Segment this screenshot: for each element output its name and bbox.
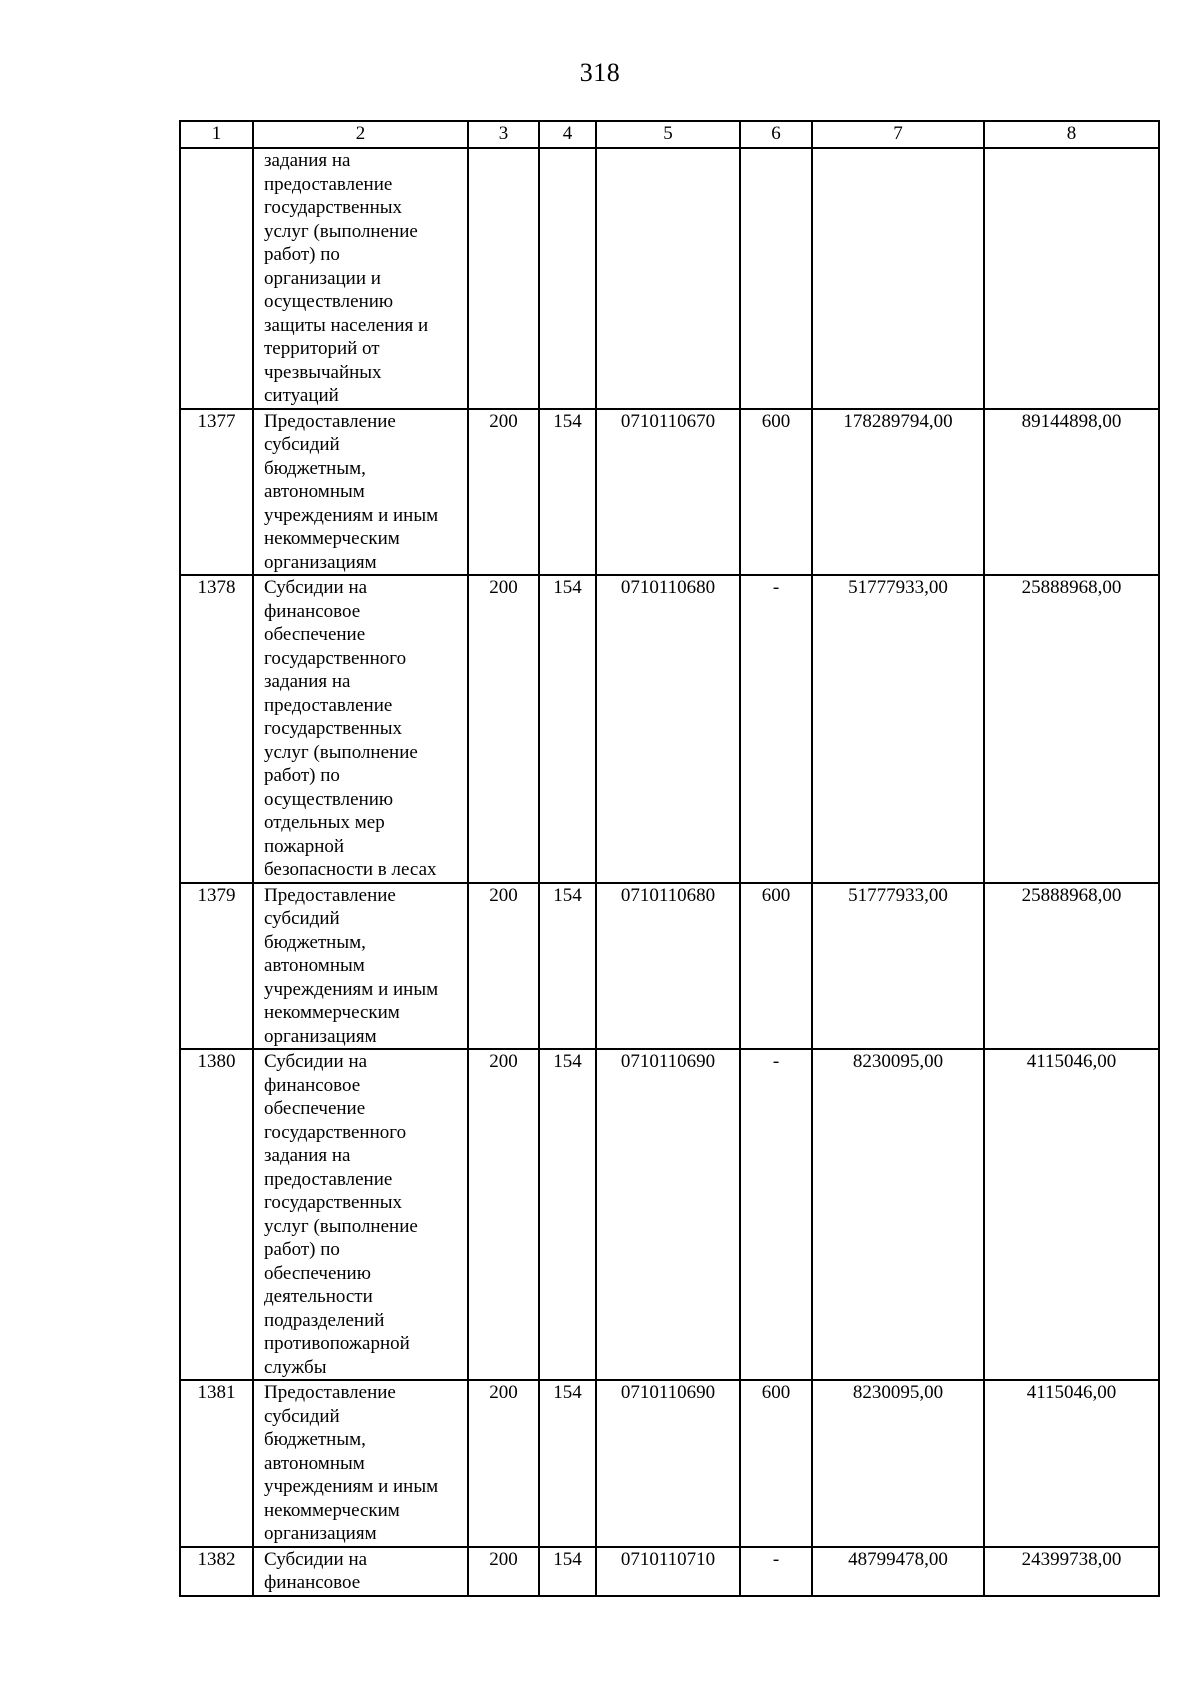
table-row [180, 1547, 1159, 1596]
column-3-cell: 200 [468, 409, 539, 576]
column-3-cell: 200 [468, 575, 539, 883]
column-header-2: 2 [253, 121, 468, 148]
column-header-7: 7 [812, 121, 984, 148]
column-8-cell: 4115046,00 [984, 1380, 1159, 1547]
column-5-cell: 0710110710 [596, 1547, 740, 1596]
table-row [180, 1380, 1159, 1547]
row-number-cell: 1378 [180, 575, 253, 883]
page-number: 318 [579, 58, 621, 87]
column-5-cell: 0710110690 [596, 1049, 740, 1380]
table-row [180, 409, 1159, 576]
column-3-cell [468, 148, 539, 409]
column-8-cell: 89144898,00 [984, 409, 1159, 576]
row-number-cell: 1381 [180, 1380, 253, 1547]
description-cell: Предоставление субсидий бюджетным, автономным учреждениям и иным некоммерческим организациям [253, 409, 468, 576]
column-6-cell: - [740, 1049, 812, 1380]
table-row [180, 148, 1159, 409]
column-4-cell: 154 [539, 883, 596, 1050]
table-row [180, 575, 1159, 883]
description-cell: Субсидии на финансовое обеспечение государственного задания на предоставление государственных услуг (выполнение работ) по осуществлению отдельных мер пожарной безопасности в лесах [253, 575, 468, 883]
description-cell: Предоставление субсидий бюджетным, автономным учреждениям и иным некоммерческим организациям [253, 1380, 468, 1547]
column-4-cell: 154 [539, 1049, 596, 1380]
column-4-cell: 154 [539, 1547, 596, 1596]
column-6-cell: - [740, 1547, 812, 1596]
column-8-cell [984, 148, 1159, 409]
column-4-cell [539, 148, 596, 409]
column-3-cell: 200 [468, 1049, 539, 1380]
column-7-cell: 178289794,00 [812, 409, 984, 576]
column-5-cell [596, 148, 740, 409]
column-6-cell: - [740, 575, 812, 883]
column-5-cell: 0710110690 [596, 1380, 740, 1547]
row-number-cell [180, 148, 253, 409]
column-3-cell: 200 [468, 883, 539, 1050]
description-cell: Субсидии на финансовое обеспечение государственного задания на предоставление государственных услуг (выполнение работ) по обеспечению деятельности подразделений противопожарной службы [253, 1049, 468, 1380]
description-cell: задания на предоставление государственных услуг (выполнение работ) по организации и осуществлению защиты населения и территорий от чрезвычайных ситуаций [253, 148, 468, 409]
table-row [180, 1049, 1159, 1380]
column-7-cell: 51777933,00 [812, 883, 984, 1050]
column-7-cell [812, 148, 984, 409]
description-cell: Субсидии на финансовое [253, 1547, 468, 1596]
column-4-cell: 154 [539, 1380, 596, 1547]
row-number-cell: 1382 [180, 1547, 253, 1596]
row-number-cell: 1380 [180, 1049, 253, 1380]
column-6-cell: 600 [740, 1380, 812, 1547]
header-row [180, 121, 1159, 148]
column-header-1: 1 [180, 121, 253, 148]
budget-table [179, 120, 1160, 1597]
column-4-cell: 154 [539, 575, 596, 883]
column-header-8: 8 [984, 121, 1159, 148]
column-6-cell: 600 [740, 883, 812, 1050]
column-5-cell: 0710110670 [596, 409, 740, 576]
column-8-cell: 25888968,00 [984, 883, 1159, 1050]
column-header-6: 6 [740, 121, 812, 148]
description-cell: Предоставление субсидий бюджетным, автономным учреждениям и иным некоммерческим организациям [253, 883, 468, 1050]
column-3-cell: 200 [468, 1380, 539, 1547]
column-7-cell: 48799478,00 [812, 1547, 984, 1596]
row-number-cell: 1379 [180, 883, 253, 1050]
column-5-cell: 0710110680 [596, 575, 740, 883]
column-header-3: 3 [468, 121, 539, 148]
column-8-cell: 4115046,00 [984, 1049, 1159, 1380]
column-4-cell: 154 [539, 409, 596, 576]
column-7-cell: 8230095,00 [812, 1049, 984, 1380]
column-header-5: 5 [596, 121, 740, 148]
column-3-cell: 200 [468, 1547, 539, 1596]
row-number-cell: 1377 [180, 409, 253, 576]
table-row [180, 883, 1159, 1050]
column-8-cell: 25888968,00 [984, 575, 1159, 883]
column-5-cell: 0710110680 [596, 883, 740, 1050]
column-6-cell: 600 [740, 409, 812, 576]
column-8-cell: 24399738,00 [984, 1547, 1159, 1596]
column-6-cell [740, 148, 812, 409]
column-header-4: 4 [539, 121, 596, 148]
column-7-cell: 51777933,00 [812, 575, 984, 883]
column-7-cell: 8230095,00 [812, 1380, 984, 1547]
